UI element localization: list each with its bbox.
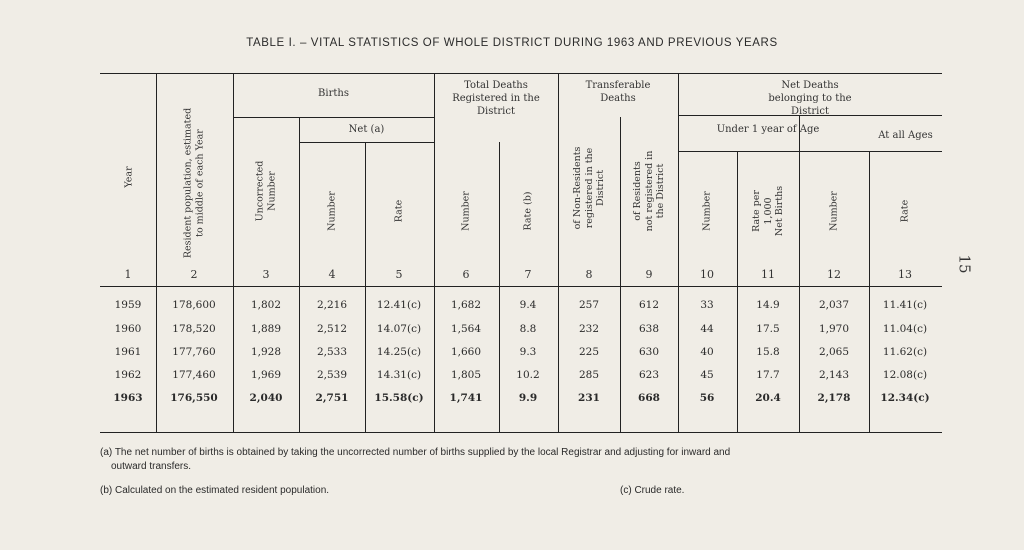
table-cell: 178,520: [172, 323, 216, 335]
header-non-residents-line3: District: [594, 169, 606, 207]
table-cell: 14.9: [756, 299, 780, 311]
column-number: 11: [761, 268, 775, 281]
rule-births-sub: [233, 117, 434, 118]
table-cell: 1962: [114, 369, 142, 381]
header-total-deaths: Total Deaths Registered in the District: [452, 80, 540, 117]
header-population: [183, 108, 206, 258]
header-under1-rate-line2: 1,000: [762, 197, 774, 225]
table-cell: 15.58(c): [374, 392, 424, 404]
table-cell: 1,969: [250, 369, 282, 381]
table-cell: 630: [638, 346, 660, 358]
header-residents-line1: of Residents: [631, 161, 643, 221]
table-cell: 9.4: [519, 299, 537, 311]
header-year: Year: [123, 166, 135, 188]
header-births-net: Net (a): [348, 124, 385, 135]
table-cell: 257: [578, 299, 600, 311]
column-number: 4: [328, 268, 336, 281]
table-cell: 231: [578, 392, 600, 404]
table-cell: 12.34(c): [880, 392, 930, 404]
table-cell: 11.04(c): [882, 323, 928, 335]
table-cell: 10.2: [516, 369, 540, 381]
column-number: 12: [827, 268, 841, 281]
table-cell: 177,760: [172, 346, 216, 358]
table-cell: 20.4: [755, 392, 781, 404]
column-number: 13: [898, 268, 912, 281]
table-cell: 8.8: [519, 323, 537, 335]
table-cell: 11.62(c): [882, 346, 928, 358]
table-cell: 1,970: [818, 323, 850, 335]
table-cell: 1,928: [250, 346, 282, 358]
table-cell: 14.31(c): [376, 369, 422, 381]
table-cell: 17.7: [756, 369, 780, 381]
col-divider: [737, 151, 738, 432]
header-uncorrected-line2: Number: [266, 171, 277, 211]
column-number: 10: [700, 268, 714, 281]
table-cell: 1,682: [450, 299, 482, 311]
header-births: Births: [318, 88, 349, 99]
table-cell: 1,564: [450, 323, 482, 335]
table-cell: 2,512: [316, 323, 348, 335]
table-cell: 668: [638, 392, 660, 404]
table-top-rule: [100, 73, 942, 74]
table-cell: 14.25(c): [376, 346, 422, 358]
table-cell: 1,741: [449, 392, 483, 404]
rule-net-sub: [299, 142, 434, 143]
rule-under1-sub: [678, 151, 942, 152]
table-cell: 33: [700, 299, 714, 311]
table-cell: 1,805: [450, 369, 482, 381]
column-number: 9: [645, 268, 653, 281]
table-cell: 11.41(c): [882, 299, 928, 311]
table-cell: 2,178: [817, 392, 851, 404]
table-cell: 12.08(c): [882, 369, 928, 381]
table-cell: 2,065: [818, 346, 850, 358]
table-cell: 177,460: [172, 369, 216, 381]
table-cell: 638: [638, 323, 660, 335]
table-cell: 623: [638, 369, 660, 381]
table-cell: 2,751: [315, 392, 349, 404]
header-deaths-number: Number: [460, 191, 472, 231]
footnote-b: (b) Calculated on the estimated resident population.: [100, 485, 330, 496]
header-deaths-rate: Rate (b): [522, 191, 534, 231]
col-divider: [365, 142, 366, 432]
table-cell: 44: [700, 323, 714, 335]
header-all-number: Number: [828, 191, 840, 231]
column-number: 5: [395, 268, 403, 281]
table-cell: 1961: [114, 346, 142, 358]
header-non-residents-line2: registered in the: [583, 147, 595, 229]
rule-header-bottom: [100, 286, 942, 287]
table-cell: 1960: [114, 323, 142, 335]
table-cell: 2,037: [818, 299, 850, 311]
table-cell: 9.9: [518, 392, 538, 404]
header-non-residents: [572, 147, 607, 230]
header-residents-line2: not registered in: [643, 150, 655, 232]
table-cell: 1,660: [450, 346, 482, 358]
footnote-a-line1: (a) The net number of births is obtained by taking the uncorrected number of births supplied by the local Registrar and adjusting for inward and: [100, 447, 731, 458]
table-cell: 2,040: [249, 392, 283, 404]
footnote-a-line2: outward transfers.: [111, 461, 192, 472]
column-number: 8: [585, 268, 593, 281]
footnote-a: [100, 446, 960, 474]
table-cell: 40: [700, 346, 714, 358]
header-non-residents-line1: of Non-Residents: [571, 146, 583, 230]
col-divider: [869, 151, 870, 432]
table-cell: 1963: [113, 392, 143, 404]
header-births-number: Number: [326, 191, 338, 231]
header-uncorrected-line1: Uncorrected: [254, 160, 266, 222]
table-bottom-rule: [100, 432, 942, 433]
table-cell: 232: [578, 323, 600, 335]
header-under1-number: Number: [701, 191, 713, 231]
column-number: 3: [262, 268, 270, 281]
header-births-rate: Rate: [393, 199, 405, 223]
table-cell: 1,802: [250, 299, 282, 311]
header-all-ages: At all Ages: [878, 130, 933, 141]
table-cell: 17.5: [756, 323, 780, 335]
table-cell: 178,600: [172, 299, 216, 311]
table-cell: 12.41(c): [376, 299, 422, 311]
column-number: 2: [190, 268, 198, 281]
table-cell: 2,539: [316, 369, 348, 381]
table-cell: 45: [700, 369, 714, 381]
vital-statistics-table: [100, 73, 942, 433]
header-residents: [632, 151, 667, 232]
table-cell: 14.07(c): [376, 323, 422, 335]
header-under1-rate: [751, 186, 786, 236]
header-under1: Under 1 year of Age: [716, 124, 820, 135]
table-cell: 56: [699, 392, 715, 404]
header-population-line2: to middle of each Year: [194, 129, 205, 237]
header-uncorrected: [255, 161, 278, 222]
footnote-c: (c) Crude rate.: [620, 485, 685, 496]
table-cell: 15.8: [756, 346, 780, 358]
header-under1-rate-line1: Rate per: [750, 190, 762, 232]
header-net-deaths: Net Deaths belonging to the District: [768, 80, 852, 117]
header-all-rate: Rate: [899, 199, 911, 223]
header-transferable: Transferable Deaths: [585, 80, 651, 104]
header-population-line1: Resident population, estimated: [182, 107, 194, 259]
header-under1-rate-line3: Net Births: [773, 185, 785, 237]
column-number: 7: [524, 268, 532, 281]
column-number: 6: [462, 268, 470, 281]
table-cell: 2,143: [818, 369, 850, 381]
table-cell: 225: [578, 346, 600, 358]
table-cell: 2,216: [316, 299, 348, 311]
column-number: 1: [124, 268, 132, 281]
table-cell: 1959: [114, 299, 142, 311]
header-residents-line3: the District: [654, 163, 666, 219]
table-cell: 285: [578, 369, 600, 381]
col-divider: [499, 142, 500, 432]
page-number: 15: [955, 254, 974, 274]
table-cell: 612: [638, 299, 660, 311]
table-cell: 1,889: [250, 323, 282, 335]
table-cell: 176,550: [170, 392, 218, 404]
table-cell: 2,533: [316, 346, 348, 358]
table-cell: 9.3: [519, 346, 537, 358]
table-title: TABLE I. – VITAL STATISTICS OF WHOLE DISTRICT DURING 1963 AND PREVIOUS YEARS: [246, 37, 778, 49]
